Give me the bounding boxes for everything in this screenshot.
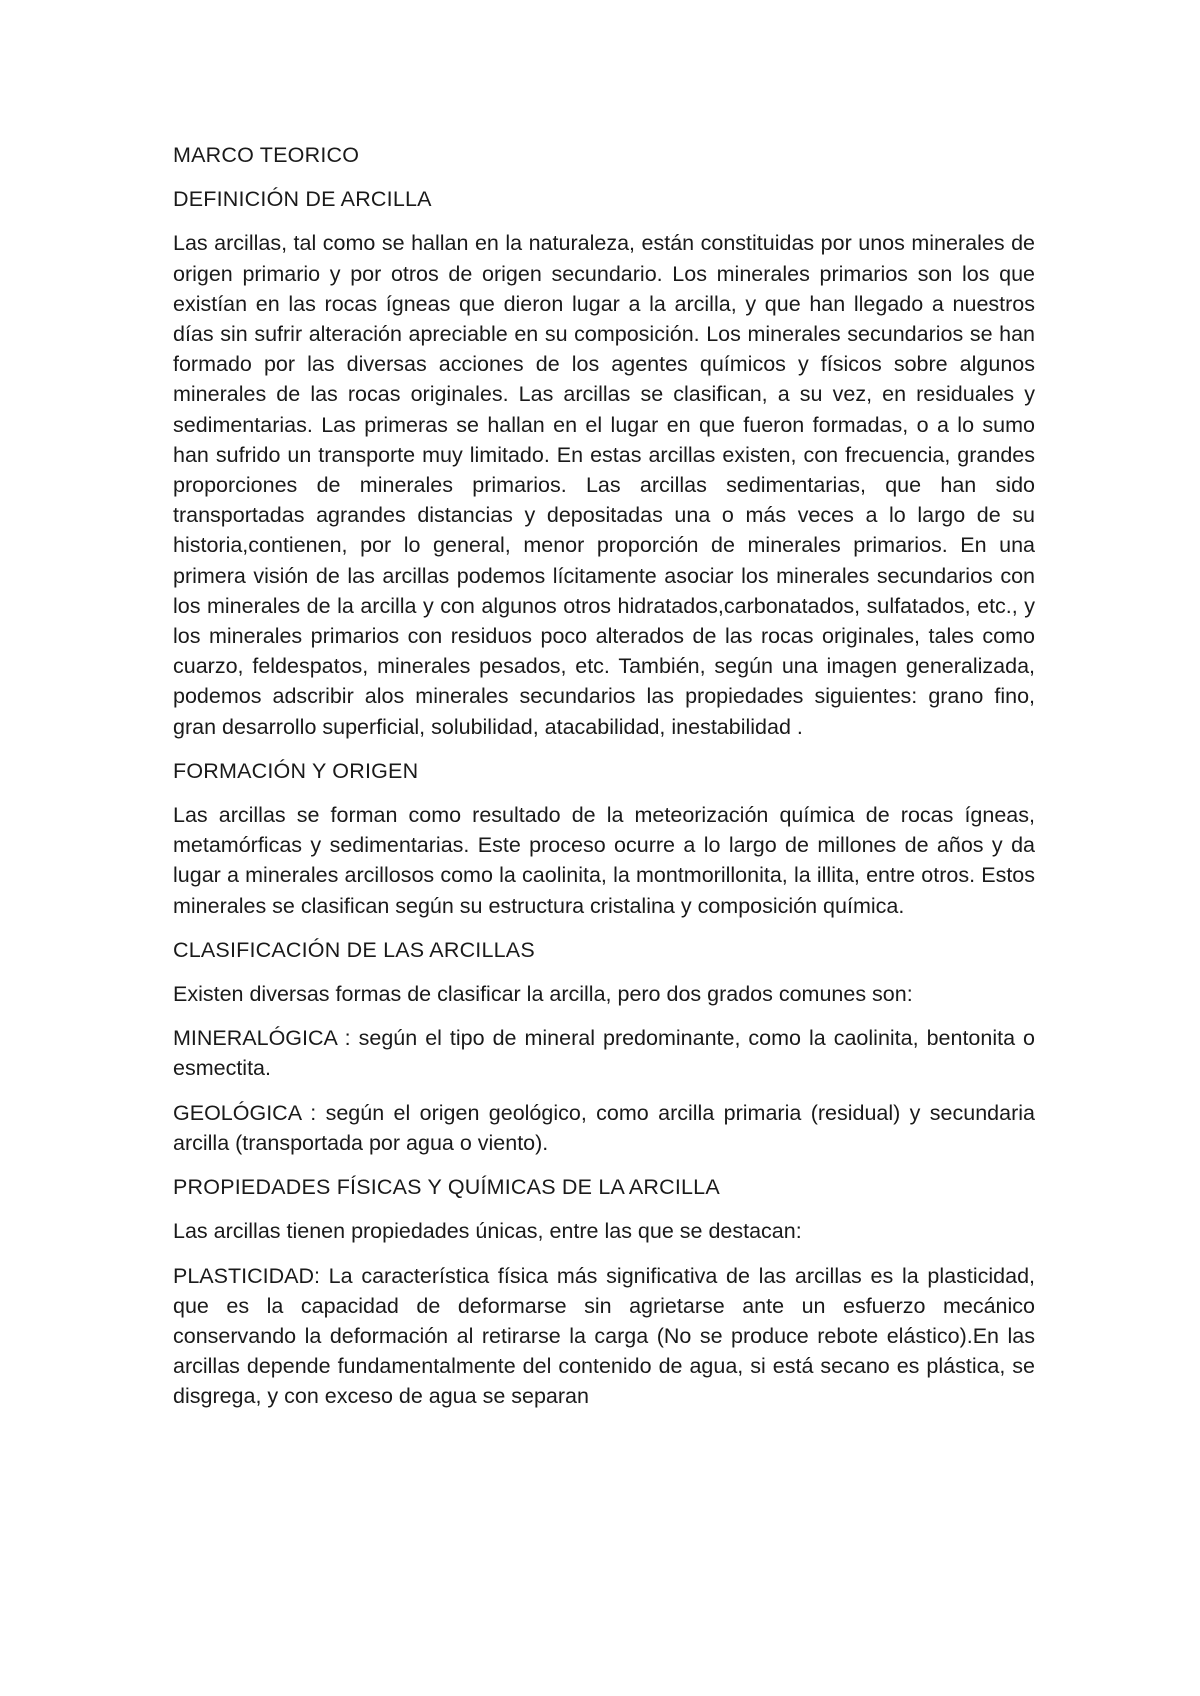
paragraph-clasificacion-mineralogica: MINERALÓGICA : según el tipo de mineral predominante, como la caolinita, bentonita o esmectita. [173, 1026, 1035, 1081]
section-heading-propiedades: PROPIEDADES FÍSICAS Y QUÍMICAS DE LA ARCILLA [173, 1175, 720, 1200]
paragraph-formacion: Las arcillas se forman como resultado de la meteorización química de rocas ígneas, metamórficas y sedimentarias. Este proceso ocurre a lo largo de millones de años y da lugar a minerales arcillosos como la caolinita, la montmorillonita, la illita, entre otros. Estos minerales se clasifican según su estructura cristalina y composición química. [173, 803, 1035, 918]
paragraph-definicion: Las arcillas, tal como se hallan en la naturaleza, están constituidas por unos minerales de origen primario y por otros de origen secundario. Los minerales primarios son los que existían en las rocas ígneas que dieron lugar a la arcilla, y que han llegado a nuestros días sin sufrir alteración apreciable en su composición. Los minerales secundarios se han formado por las diversas acciones de los agentes químicos y físicos sobre algunos minerales de las rocas originales. Las arcillas se clasifican, a su vez, en residuales y sedimentarias. Las primeras se hallan en el lugar en que fueron formadas, o a lo sumo han sufrido un transporte muy limitado. En estas arcillas existen, con frecuencia, grandes proporciones de minerales primarios. Las arcillas sedimentarias, que han sido transportadas agrandes distancias y depositadas una o más veces a lo largo de su historia,contienen, por lo general, menor proporción de minerales primarios. En una primera visión de las arcillas podemos lícitamente asociar los minerales secundarios con los minerales de la arcilla y con algunos otros hidratados,carbonatados, sulfatados, etc., y los minerales primarios con residuos poco alterados de las rocas originales, tales como cuarzo, feldespatos, minerales pesados, etc. También, según una imagen generalizada, podemos adscribir alos minerales secundarios las propiedades siguientes: grano fino, gran desarrollo superficial, solubilidad, atacabilidad, inestabilidad . [173, 231, 1035, 739]
document-title: MARCO TEORICO [173, 143, 360, 167]
section-heading-clasificacion: CLASIFICACIÓN DE LAS ARCILLAS [173, 937, 535, 962]
paragraph-plasticidad: PLASTICIDAD: La característica física más significativa de las arcillas es la plasticidad, que es la capacidad de deformarse sin agrietarse ante un esfuerzo mecánico conservando la deformación al retirarse la carga (No se produce rebote elástico).En las arcillas depende fundamentalmente del contenido de agua, si está secano es plástica, se disgrega, y con exceso de agua se separan [173, 1263, 1035, 1409]
section-heading-definicion: DEFINICIÓN DE ARCILLA [173, 187, 432, 212]
section-heading-formacion: FORMACIÓN Y ORIGEN [173, 758, 419, 783]
document-page [173, 140, 1035, 1412]
paragraph-clasificacion-geologica: GEOLÓGICA : según el origen geológico, como arcilla primaria (residual) y secundaria arcilla (transportada por agua o viento). [173, 1100, 1035, 1155]
paragraph-clasificacion-intro: Existen diversas formas de clasificar la arcilla, pero dos grados comunes son: [173, 982, 913, 1007]
paragraph-propiedades-intro: Las arcillas tienen propiedades únicas, entre las que se destacan: [173, 1219, 802, 1244]
